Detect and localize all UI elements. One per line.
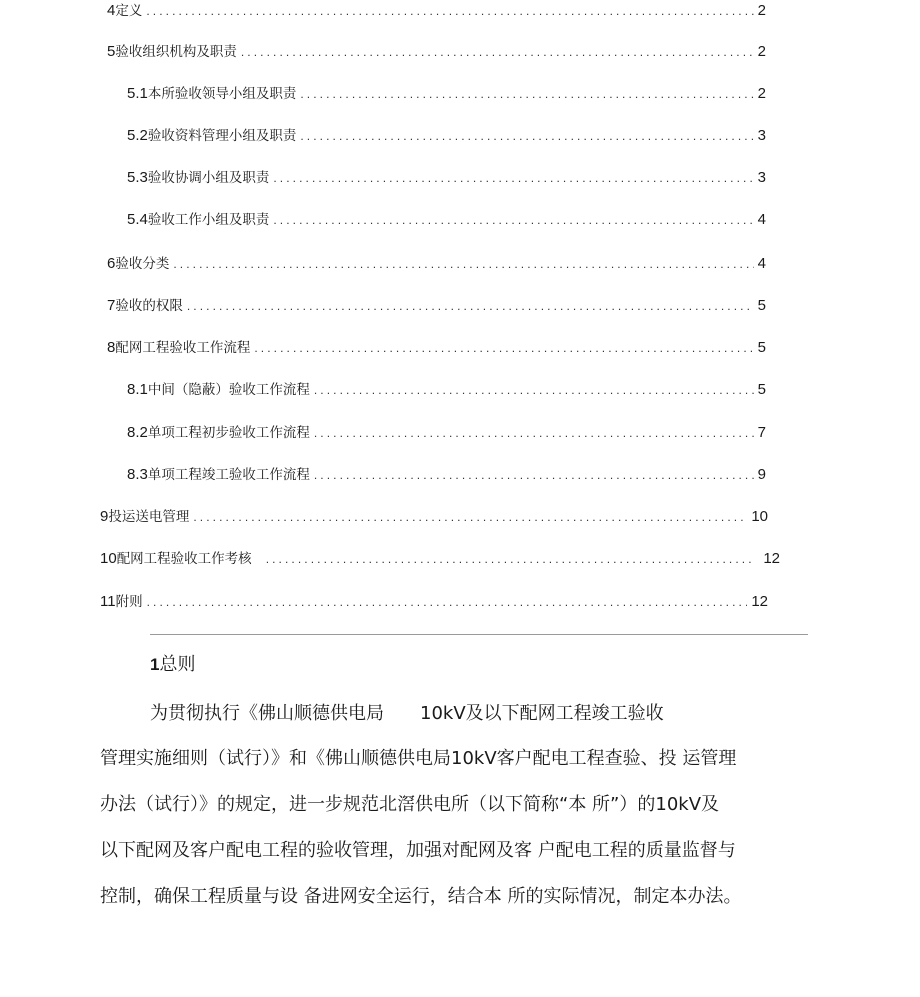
toc-page-number: 10 [751,508,768,525]
toc-leader-dots [146,0,753,22]
toc-entry[interactable] [107,295,766,317]
toc-label: 配网工程验收工作考核 [116,551,252,567]
toc-label: 验收协调小组及职责 [147,170,270,186]
toc-page-number: 5 [757,297,766,314]
toc-page-number: 3 [757,127,766,144]
toc-page-number: 2 [757,85,766,102]
divider-line [150,634,808,635]
paragraph-line: 为贯彻执行《佛山顺德供电局 10kV及以下配网工程竣工验收 [150,703,664,724]
paragraph-line: 办法（试行）》的规定，进一步规范北滘供电所（以下简称“本 所”）的10kV及 [100,794,720,815]
toc-number: 8.3 [127,466,148,483]
toc-page-number: 7 [757,424,766,441]
toc-leader-dots [254,337,753,359]
paragraph-line: 以下配网及客户配电工程的验收管理，加强对配网及客 户配电工程的质量监督与 [100,840,736,861]
toc-entry[interactable] [127,83,766,105]
toc-number: 9 [100,508,109,525]
toc-leader-dots [173,253,753,275]
toc-number: 5.4 [127,211,148,228]
toc-label: 验收资料管理小组及职责 [147,128,297,144]
toc-page-number: 9 [757,466,766,483]
toc-label: 验收工作小组及职责 [147,212,270,228]
toc-leader-dots [193,506,747,528]
toc-label: 配网工程验收工作流程 [115,340,251,356]
toc-leader-dots [241,41,754,63]
toc-number: 7 [107,297,116,314]
toc-entry[interactable] [107,337,766,359]
toc-entry[interactable] [127,422,766,444]
toc-number: 11 [100,593,116,610]
toc-number: 8.2 [127,424,148,441]
toc-label: 定义 [115,3,143,19]
toc-number: 4 [107,2,116,19]
toc-leader-dots [314,464,754,486]
paragraph-line: 管理实施细则（试行）》和《佛山顺德供电局10kV客户配电工程查验、投 运管理 [100,748,737,769]
toc-number: 5.3 [127,169,148,186]
toc-leader-dots [187,295,754,317]
toc-entry[interactable] [127,379,766,401]
toc-label: 验收组织机构及职责 [115,44,237,60]
toc-entry[interactable] [127,464,766,486]
toc-label: 单项工程初步验收工作流程 [147,425,310,441]
toc-page-number: 4 [757,255,766,272]
toc-page-number: 2 [757,43,766,60]
toc-page-number: 12 [763,550,780,567]
toc-page-number: 5 [757,339,766,356]
toc-entry[interactable] [107,0,766,22]
toc-entry[interactable] [107,41,766,63]
toc-entry[interactable] [100,548,780,570]
toc-leader-dots [273,167,753,189]
toc-leader-dots [314,422,754,444]
section-title: 总则 [159,654,196,675]
toc-label: 中间（隐蔽）验收工作流程 [147,382,310,398]
toc-number: 5 [107,43,116,60]
toc-page-number: 12 [751,593,768,610]
toc-label: 投运送电管理 [108,509,190,525]
toc-leader-dots [300,125,753,147]
toc-label: 单项工程竣工验收工作流程 [147,467,310,483]
toc-page-number: 3 [757,169,766,186]
toc-number: 5.1 [127,85,148,102]
toc-leader-dots [266,548,752,570]
toc-number: 10 [100,550,117,567]
toc-page-number: 5 [757,381,766,398]
toc-label: 本所验收领导小组及职责 [147,86,297,102]
toc-page-number: 4 [757,211,766,228]
toc-number: 6 [107,255,116,272]
section-number: 1 [150,655,160,674]
toc-number: 5.2 [127,127,148,144]
toc-entry[interactable] [100,591,768,613]
toc-entry[interactable] [127,125,766,147]
toc-page-number: 2 [757,2,766,19]
toc-number: 8.1 [127,381,148,398]
paragraph-line: 控制，确保工程质量与设 备进网安全运行，结合本 所的实际情况，制定本办法。 [100,886,742,907]
toc-entry[interactable] [127,209,766,231]
toc-leader-dots [300,83,753,105]
toc-entry[interactable] [107,253,766,275]
toc-label: 附则 [115,594,143,610]
toc-entry[interactable] [100,506,768,528]
toc-label: 验收的权限 [115,298,183,314]
section-heading [150,652,195,678]
toc-leader-dots [147,591,748,613]
toc-leader-dots [273,209,753,231]
toc-leader-dots [314,379,754,401]
toc-label: 验收分类 [115,256,170,272]
toc-number: 8 [107,339,116,356]
toc-entry[interactable] [127,167,766,189]
